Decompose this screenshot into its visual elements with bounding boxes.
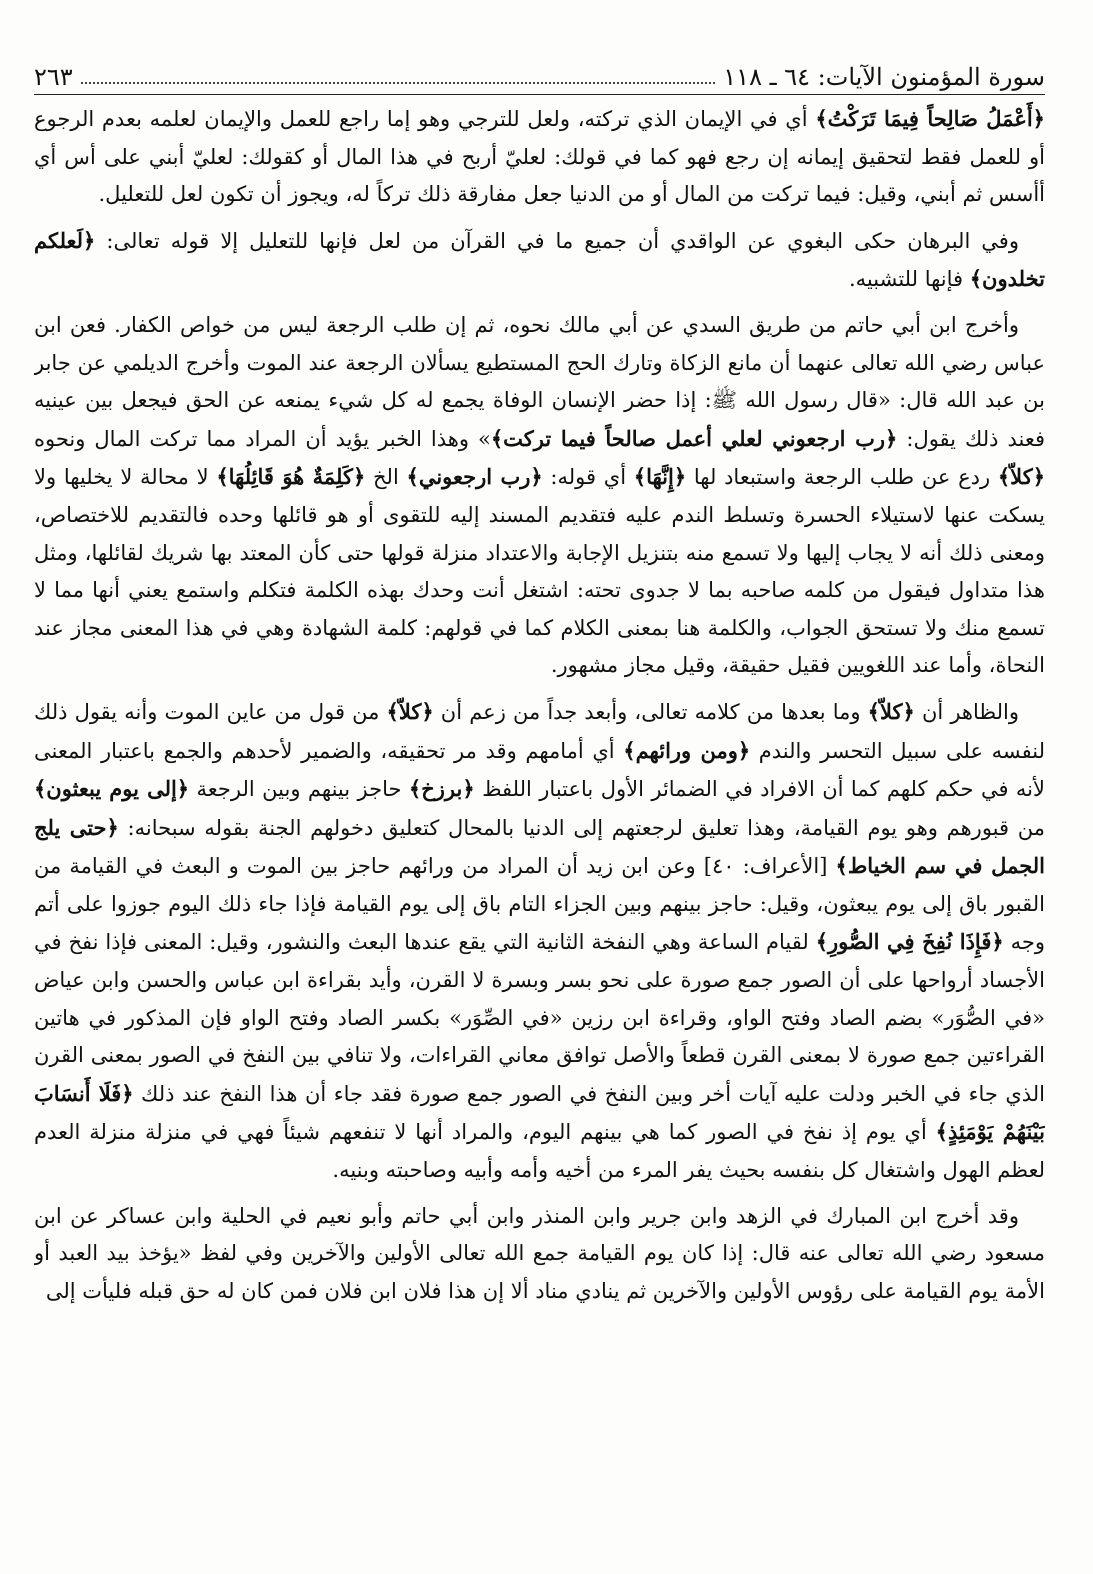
page-number: ٢٦٣: [34, 63, 73, 91]
quran-quote: ﴿ومن ورائهم﴾: [623, 737, 751, 763]
text-run: حاجز بينهم وبين الرجعة: [189, 777, 409, 802]
text-run: لقيام الساعة وهي النفخة الثانية التي يقع عندها البعث والنشور، وقيل: المعنى فإذا نفخ في الأجساد أرواحها على أن الصور جمع صورة على نحو بسر وبسرة لا القرن، وأيد بقراءة ابن عباس والحسن وابن عياض «في الصُّوَر» بضم الصاد وفتح الواو، وقراءة ابن رزين «في الصِّوَر» بكسر الصاد وفتح الواو فإن المذكور في هاتين القراءتين جمع صورة لا بمعنى القرن قطعاً والأصل توافق معاني القراءات، ولا تنافي بين النفخ في الصور بمعنى القرن الذي جاء في الخبر ودلت عليه آيات أخر وبين النفخ في الصور جمع صورة فقد جاء أن هذا النفخ عند ذلك: [34, 930, 1045, 1106]
quran-quote: ﴿حتى يلج الجمل في سم الخياط﴾: [34, 814, 1045, 879]
quran-quote: ﴿إِنَّهَا﴾: [633, 464, 687, 490]
paragraph: [34, 100, 1045, 214]
text-run: [الأعراف: ٤٠] وعن ابن زيد أن المراد من ورائهم حاجز بين الموت و البعث في القيامة من القبور باق إلى يوم يبعثون، وقيل: حاجز بينهم وبين الجزاء التام باق إلى يوم القيامة فإذا جاء ذلك اليوم جوزوا على أتم وجه: [34, 854, 1045, 955]
quran-quote: ﴿كلاّ﴾: [997, 464, 1045, 490]
text-run: أي في الإيمان الذي تركته، ولعل للترجي وهو إما راجع للعمل والإيمان لعلمه بعدم الرجوع أو للعمل فقط لتحقيق إيمانه إن رجع فهو كما في قولك: لعليّ أربح في هذا المال أو كقولك: لعليّ أبني على أس أي أأسس ثم أبني، وقيل: فيما تركت من المال أو من الدنيا جعل مفارقة ذلك تركاً له، ويجوز أن تكون لعل للتعليل.: [34, 107, 1045, 207]
text-run: من قول من عاين الموت وأنه يقول ذلك لنفسه على سبيل التحسر والندم: [34, 699, 1045, 763]
text-run: من قبورهم وهو يوم القيامة، وهذا تعليق لرجعتهم إلى الدنيا بالمحال كتعليق دخولهم الجنة بقوله سبحانه:: [118, 815, 1045, 840]
surah-title: سورة المؤمنون الآيات: ٦٤ ـ ١١٨: [723, 63, 1045, 91]
body-text: [34, 100, 1045, 1554]
text-run: ردع عن طلب الرجعة واستبعاد لها: [686, 465, 998, 490]
text-run: والظاهر أن: [914, 699, 1019, 724]
quran-quote: ﴿إلى يوم يبعثون﴾: [34, 776, 190, 802]
text-run: فإنها للتشبيه.: [849, 267, 970, 292]
quran-quote: ﴿فَإِذَا نُفِخَ فِي الصُّورِ﴾: [815, 929, 1004, 955]
quran-quote: ﴿أَعْمَلُ صَالِحاً فِيمَا تَرَكْتُ﴾: [815, 106, 1045, 131]
paragraph: [34, 307, 1045, 685]
dotted-leader: [81, 81, 716, 84]
quran-quote: ﴿كَلِمَةٌ هُوَ قَائِلُهَا﴾: [216, 464, 366, 490]
text-run: أي قوله:: [542, 465, 634, 490]
text-run: وما بعدها من كلامه تعالى، وأبعد جداً من زعم أن: [433, 699, 868, 724]
quran-quote: ﴿برزخ﴾: [408, 776, 475, 802]
text-run: الخ: [365, 465, 407, 490]
quran-quote: ﴿كلاّ﴾: [867, 698, 915, 724]
text-run: » وهذا الخبر يؤيد أن المراد مما تركت المال ونحوه: [34, 426, 491, 451]
text-run: أي أمامهم وقد مر تحقيقه، والضمير لأحدهم والجمع باعتبار المعنى لأنه في حكم كلهم كما أن الافراد في الضمائر الأول باعتبار اللفظ: [34, 738, 1045, 802]
quran-quote: ﴿رب ارجعوني لعلي أعمل صالحاً فيما تركت﴾: [490, 425, 898, 451]
paragraph: [34, 693, 1045, 1190]
text-run: لا محالة لا يخليها ولا يسكت عنها لاستيلاء الحسرة وتسلط الندم عليه فتقديم المسند إليه للتقوى أو هو قائلها وحده فالتقديم للاختصاص، ومعنى ذلك أنه لا يجاب إليها ولا تسمع منه بتنزيل الإجابة والاعتداد منزلة قولها حتى كأن المعتد بها شريك لقائلها، ومثل هذا متداول فيقول من كلمه صاحبه بما لا جدوى تحته: اشتغل أنت وحدك بهذه الكلمة فتكلم واستمع يعني أنها مما لا تسمع منك ولا تستحق الجواب، والكلمة هنا بمعنى الكلام كما في قولهم: كلمة الشهادة وهي في هذا المعنى مجاز عند النحاة، وأما عند اللغويين فقيل حقيقة، وقيل مجاز مشهور.: [34, 465, 1045, 678]
paragraph: [34, 1198, 1045, 1311]
text-run: أي يوم إذ نفخ في الصور كما هي بينهم اليوم، والمراد أنها لا تنفعهم شيئاً فهي في منزلة منزلة العدم لعظم الهول واشتغال كل بنفسه بحيث يفر المرء من أخيه وأمه وأبيه وصاحبته وبنيه.: [34, 1120, 1045, 1183]
text-run: وقد أخرج ابن المبارك في الزهد وابن جرير وابن المنذر وابن أبي حاتم وأبو نعيم في الحلية وابن عساكر عن ابن مسعود رضي الله تعالى عنه قال: إذا كان يوم القيامة جمع الله تعالى الأولين والآخرين وفي لفظ «يؤخذ بيد العبد أو الأمة يوم القيامة على رؤوس الأولين والآخرين ثم ينادي مناد ألا إن هذا فلان ابن فلان فمن كان له حق قبله فليأت إلى: [34, 1203, 1045, 1303]
quran-quote: ﴿كلاّ﴾: [386, 698, 434, 724]
quran-quote: ﴿لَعلكم تخلدون﴾: [34, 227, 1045, 292]
paragraph: [34, 222, 1045, 299]
running-header: [34, 56, 1045, 95]
text-run: وفي البرهان حكى البغوي عن الواقدي أن جميع ما في القرآن من لعل فإنها للتعليل إلا قوله تعالى:: [95, 228, 1019, 253]
quran-quote: ﴿فَلَا أَنسَابَ بَيْنَهُمْ يَوْمَئِذٍ﴾: [34, 1080, 1045, 1145]
text-run: وأخرج ابن أبي حاتم من طريق السدي عن أبي مالك نحوه، ثم إن طلب الرجعة ليس من خواص الكفار. فعن ابن عباس رضي الله تعالى عنهما أن مانع الزكاة وتارك الحج المستطيع يسألان الرجعة عند الموت وأخرج الديلمي عن جابر بن عبد الله قال: «قال رسول الله ﷺ: إذا حضر الإنسان الوفاة يجمع له كل شيء يمنعه عن الحق فيجعل بين عينيه فعند ذلك يقول:: [34, 312, 1045, 451]
quran-quote: ﴿رب ارجعوني﴾: [406, 464, 543, 490]
